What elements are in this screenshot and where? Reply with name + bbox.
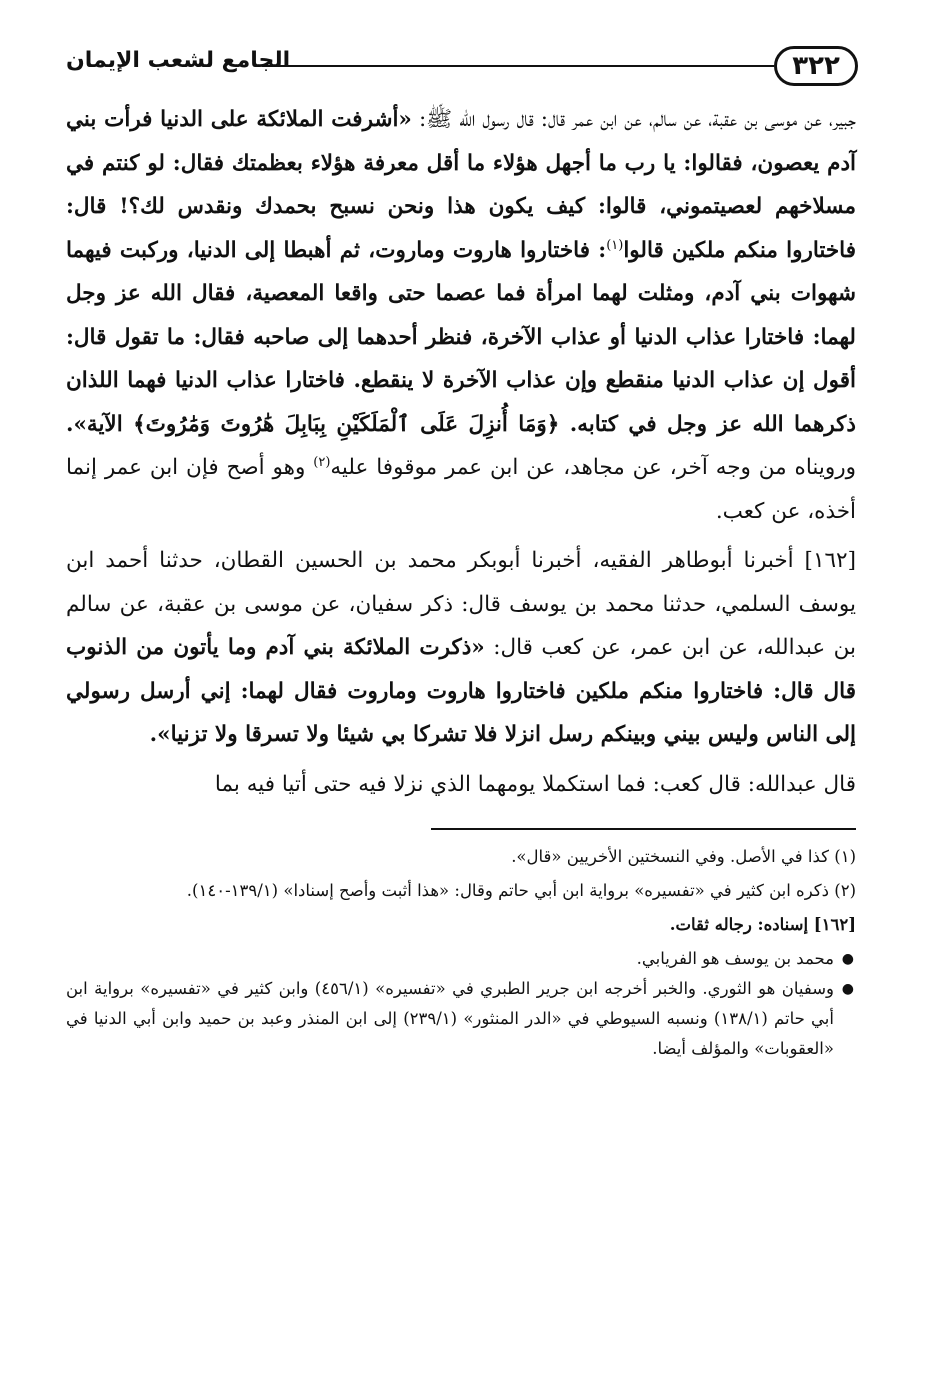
footnote-ref-1[interactable]: (١)	[606, 237, 624, 253]
footnotes	[66, 842, 856, 1064]
isnad-text: [١٦٢] أخبرنا أبوطاهر الفقيه، أخبرنا أبوبكر محمد بن الحسين القطان، حدثنا أحمد ابن يوسف السلمي، حدثنا محمد بن يوسف قال: ذكر سفيان، عن موسى بن عقبة، عن سالم بن عبدالله، عن ابن عمر، عن كعب قال:	[66, 548, 856, 660]
main-text	[66, 98, 856, 806]
paragraph-continuation: قال عبدالله: قال كعب: فما استكملا يومهما الذي نزلا فيه حتى أتيا فيه بما	[214, 771, 856, 797]
footnote-2: (٢) ذكره ابن كثير في «تفسيره» برواية ابن أبي حاتم وقال: «هذا أثبت وأصح إسنادا» (١٣٩/١-١٤٠).	[186, 881, 856, 900]
list-item	[66, 944, 856, 974]
page-number-badge: ٣٢٢	[774, 46, 858, 86]
commentary-text-end: وهو أصح فإن ابن عمر إنما أخذه، عن كعب.	[66, 455, 856, 524]
list-item-text: محمد بن يوسف هو الفريابي.	[636, 949, 834, 968]
header-rule	[262, 65, 774, 67]
footnote-separator	[431, 828, 856, 830]
commentary-text: ورويناه من وجه آخر، عن مجاهد، عن ابن عمر موقوفا عليه	[330, 455, 856, 480]
footnote-1: (١) كذا في الأصل. وفي النسختين الأخريين «قال».	[511, 847, 856, 866]
book-page	[66, 40, 856, 1064]
isnad-text: جبير، عن موسى بن عقبة، عن سالم، عن ابن عمر قال: قال رسول الله ﷺ:	[411, 107, 856, 132]
matn-text: «ذكرت الملائكة بني آدم وما يأتون من الذنوب قال قال: فاختاروا منكم ملكين فاختاروا هاروت وماروت فقال لهما: إني أرسل رسولي إلى الناس وليس بيني وبينكم رسل انزلا فلا تشركا بي شيئا ولا تسرقا ولا تزنيا».	[66, 635, 856, 747]
matn-text: «أشرفت الملائكة على الدنيا فرأت بني آدم يعصون، فقالوا: يا رب ما أجهل هؤلاء ما أقل معرفة هؤلاء بعظمتك فقال: لو كنتم في مسلاخهم لعصيتموني، قالوا: كيف يكون هذا ونحن نسبح بحمدك ونقدس لك؟! قال: فاختاروا منكم ملكين قالوا	[66, 107, 856, 263]
footnote-isnad-list	[66, 944, 856, 1064]
paragraph-hadith-162	[66, 539, 856, 757]
running-title: الجامع لشعب الإيمان	[66, 48, 291, 73]
matn-text-cont: : فاختاروا هاروت وماروت، ثم أهبطا إلى الدنيا، وركبت فيهما شهوات بني آدم، ومثلت لهما امرأة فما عصما حتى واقعا المعصية، فقال الله عز وجل لهما: فاختارا عذاب الدنيا أو عذاب الآخرة، فنظر أحدهما إلى صاحبه فقال: ما تقول قال: أقول إن عذاب الدنيا منقطع وإن عذاب الآخرة لا ينقطع. فاختارا عذاب الدنيا فهما اللذان ذكرهما الله عز وجل في كتابه. ﴿وَمَا أُنزِلَ عَلَى ٱلْمَلَكَيْنِ بِبَابِلَ هَٰرُوتَ وَمَٰرُوتَ﴾ الآية».	[66, 237, 856, 437]
footnote-ref-2[interactable]: (٢)	[313, 454, 331, 470]
list-item	[66, 974, 856, 1064]
list-item-text: وسفيان هو الثوري. والخبر أخرجه ابن جرير الطبري في «تفسيره» (٤٥٦/١) وابن كثير في «تفسيره» برواية ابن أبي حاتم (١٣٨/١) ونسبه السيوطي في «الدر المنثور» (٢٣٩/١) إلى ابن المنذر وعبد بن حميد وابن أبي الدنيا في «العقوبات» والمؤلف أيضا.	[66, 979, 835, 1058]
footnote-isnad-title: [١٦٢] إسناده: رجاله ثقات.	[669, 915, 856, 934]
page-header	[66, 40, 856, 98]
bullet-icon: ●	[841, 951, 854, 967]
paragraph-hadith-161	[66, 98, 856, 533]
bullet-icon: ●	[841, 981, 854, 997]
